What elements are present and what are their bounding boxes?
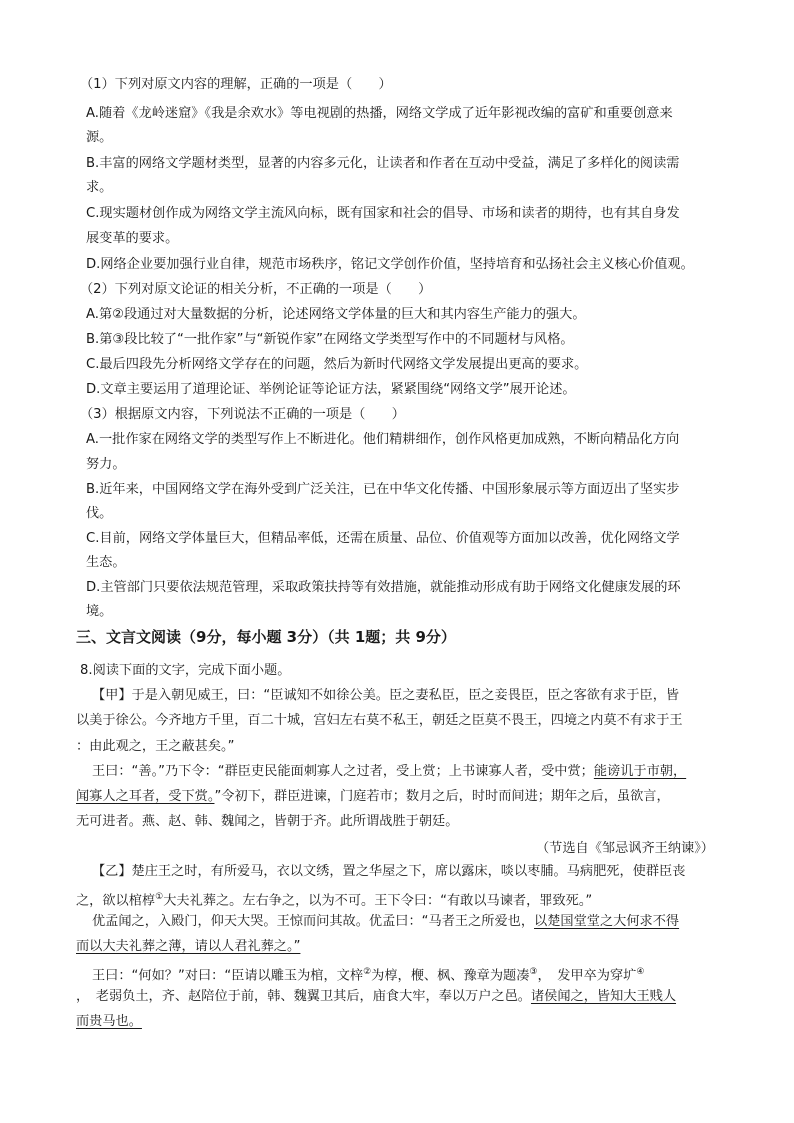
q3-option-a-line2: 努力。 (86, 457, 126, 472)
q3-stem: （3）根据原文内容，下列说法不正确的一项是（ ） (80, 407, 405, 422)
yi-line-4 (76, 937, 300, 957)
q3-option-c-line1: C.目前，网络文学体量巨大，但精品率低，还需在质量、品位、价值观等方面加以改善，优化网络文学 (86, 531, 680, 546)
note-mark-1: ① (155, 892, 164, 902)
yi-underlined-4: 而贵马也。 (76, 1014, 142, 1029)
jia-line-1: 【甲】于是入朝见威王，曰：“臣诚知不如徐公美。臣之妻私臣，臣之妾畏臣，臣之客欲有求于臣，皆 (92, 688, 680, 703)
q1-option-c-line1: C.现实题材创作成为网络文学主流风向标，既有国家和社会的倡导、市场和读者的期待，也有其自身发 (86, 206, 680, 221)
jia-underlined-1: 能谤讥于市朝， (593, 764, 687, 779)
yi-underlined-2: 而以大夫礼葬之薄，请以人君礼葬之。” (76, 939, 301, 954)
jia-line-2: 以美于徐公。今齐地方千里，百二十城，宫妇左右莫不私王，朝廷之臣莫不畏王，四境之内莫不有求于王 (76, 713, 683, 728)
q3-option-b-line1: B.近年来，中国网络文学在海外受到广泛关注，已在中华文化传播、中国形象展示等方面迈出了坚实步 (86, 482, 680, 497)
q3-option-d-line2: 境。 (86, 604, 113, 619)
yi-line-3 (92, 912, 679, 932)
q1-option-b-line2: 求。 (86, 180, 113, 195)
jia-line-4 (92, 762, 686, 782)
q3-option-c-line2: 生态。 (86, 555, 126, 570)
note-mark-3: ③ (529, 967, 538, 977)
q1-option-b-line1: B.丰富的网络文学题材类型，显著的内容多元化，让读者和作者在互动中受益，满足了多样化的阅读需 (86, 156, 680, 171)
q1-option-d: D.网络企业要加强行业自律，规范市场秩序，铭记文学创作价值，坚持培育和弘扬社会主义核心价值观。 (86, 257, 694, 272)
q2-option-a: A.第②段通过对大量数据的分析，论述网络文学体量的巨大和其内容生产能力的强大。 (86, 307, 586, 322)
section-intro: 8.阅读下面的文字，完成下面小题。 (80, 663, 291, 678)
yi-line-5-b: 为椁，楩、枫、豫章为题凑 (371, 968, 530, 984)
yi-line-5 (92, 962, 644, 986)
yi-line-7 (76, 1012, 142, 1032)
q3-option-b-line2: 伐。 (86, 506, 113, 521)
yi-line-5-a: 王曰：“何如？”对曰：“臣请以雕玉为棺，文梓 (92, 968, 364, 984)
yi-line-5-c: ， 发甲卒为穿圹 (537, 968, 637, 984)
section-heading: 三、文言文阅读（9分，每小题 3分）（共 1题；共 9分） (76, 628, 456, 646)
yi-line-2-a: 之，欲以棺椁 (76, 893, 156, 909)
note-mark-2: ② (363, 967, 372, 977)
q3-option-a-line1: A.一批作家在网络文学的类型写作上不断进化。他们精耕细作，创作风格更加成熟，不断向精品化方向 (86, 432, 680, 447)
yi-line-6 (76, 987, 676, 1007)
q2-option-b: B.第③段比较了“一批作家”与“新锐作家”在网络文学类型写作中的不同题材与风格。 (86, 332, 574, 347)
q2-option-c: C.最后四段先分析网络文学存在的问题，然后为新时代网络文学发展提出更高的要求。 (86, 357, 588, 372)
jia-line-5-text: ”令初下，群臣进谏，门庭若市；数月之后，时时而间进；期年之后，虽欲言， (214, 789, 670, 804)
yi-underlined-3: 诸侯闻之，皆知大王贱人 (530, 989, 677, 1004)
yi-line-3-text: 优孟闻之，入殿门，仰天大哭。王惊而问其故。优孟曰：“马者王之所爱也， (92, 914, 535, 929)
q1-option-a-line1: A.随着《龙岭迷窟》《我是余欢水》等电视剧的热播，网络文学成了近年影视改编的富矿和重要创意来 (86, 106, 673, 121)
jia-line-4-text: 王曰：“善。”乃下令：“群臣吏民能面刺寡人之过者，受上赏；上书谏寡人者，受中赏； (92, 764, 594, 779)
jia-source: （节选自《邹忌讽齐王纳谏》） (535, 841, 714, 856)
yi-line-1: 【乙】楚庄王之时，有所爱马，衣以文绣，置之华屋之下，席以露床，啖以枣脯。马病肥死，使群臣丧 (92, 864, 686, 879)
q1-option-c-line2: 展变革的要求。 (86, 231, 179, 246)
note-mark-4: ④ (636, 967, 645, 977)
jia-underlined-2: 闻寡人之耳者，受下赏。 (76, 789, 215, 804)
q2-option-d: D.文章主要运用了道理论证、举例论证等论证方法，紧紧围绕“网络文学”展开论述。 (86, 382, 576, 397)
yi-underlined-1: 以楚国堂堂之大何求不得 (534, 914, 680, 929)
q2-stem: （2）下列对原文论证的相关分析，不正确的一项是（ ） (80, 282, 432, 297)
q1-stem: （1）下列对原文内容的理解，正确的一项是（ ） (80, 77, 392, 92)
yi-line-2-b: 大夫礼葬之。左右争之，以为不可。王下令曰：“有敢以马谏者，罪致死。” (163, 893, 593, 909)
q3-option-d-line1: D.主管部门只要依法规范管理，采取政策扶持等有效措施，就能推动形成有助于网络文化健康发展的环 (86, 580, 681, 595)
jia-line-6: 无可进者。燕、赵、韩、魏闻之，皆朝于齐。此所谓战胜于朝廷。 (76, 814, 459, 829)
jia-line-3: ：由此观之，王之蔽甚矣。” (76, 739, 235, 754)
jia-line-5 (76, 787, 670, 807)
q1-option-a-line2: 源。 (86, 130, 113, 145)
yi-line-6-text: ， 老弱负土，齐、赵陪位于前，韩、魏翼卫其后，庙食大牢，奉以万户之邑。 (76, 989, 531, 1004)
yi-line-2 (76, 887, 592, 911)
